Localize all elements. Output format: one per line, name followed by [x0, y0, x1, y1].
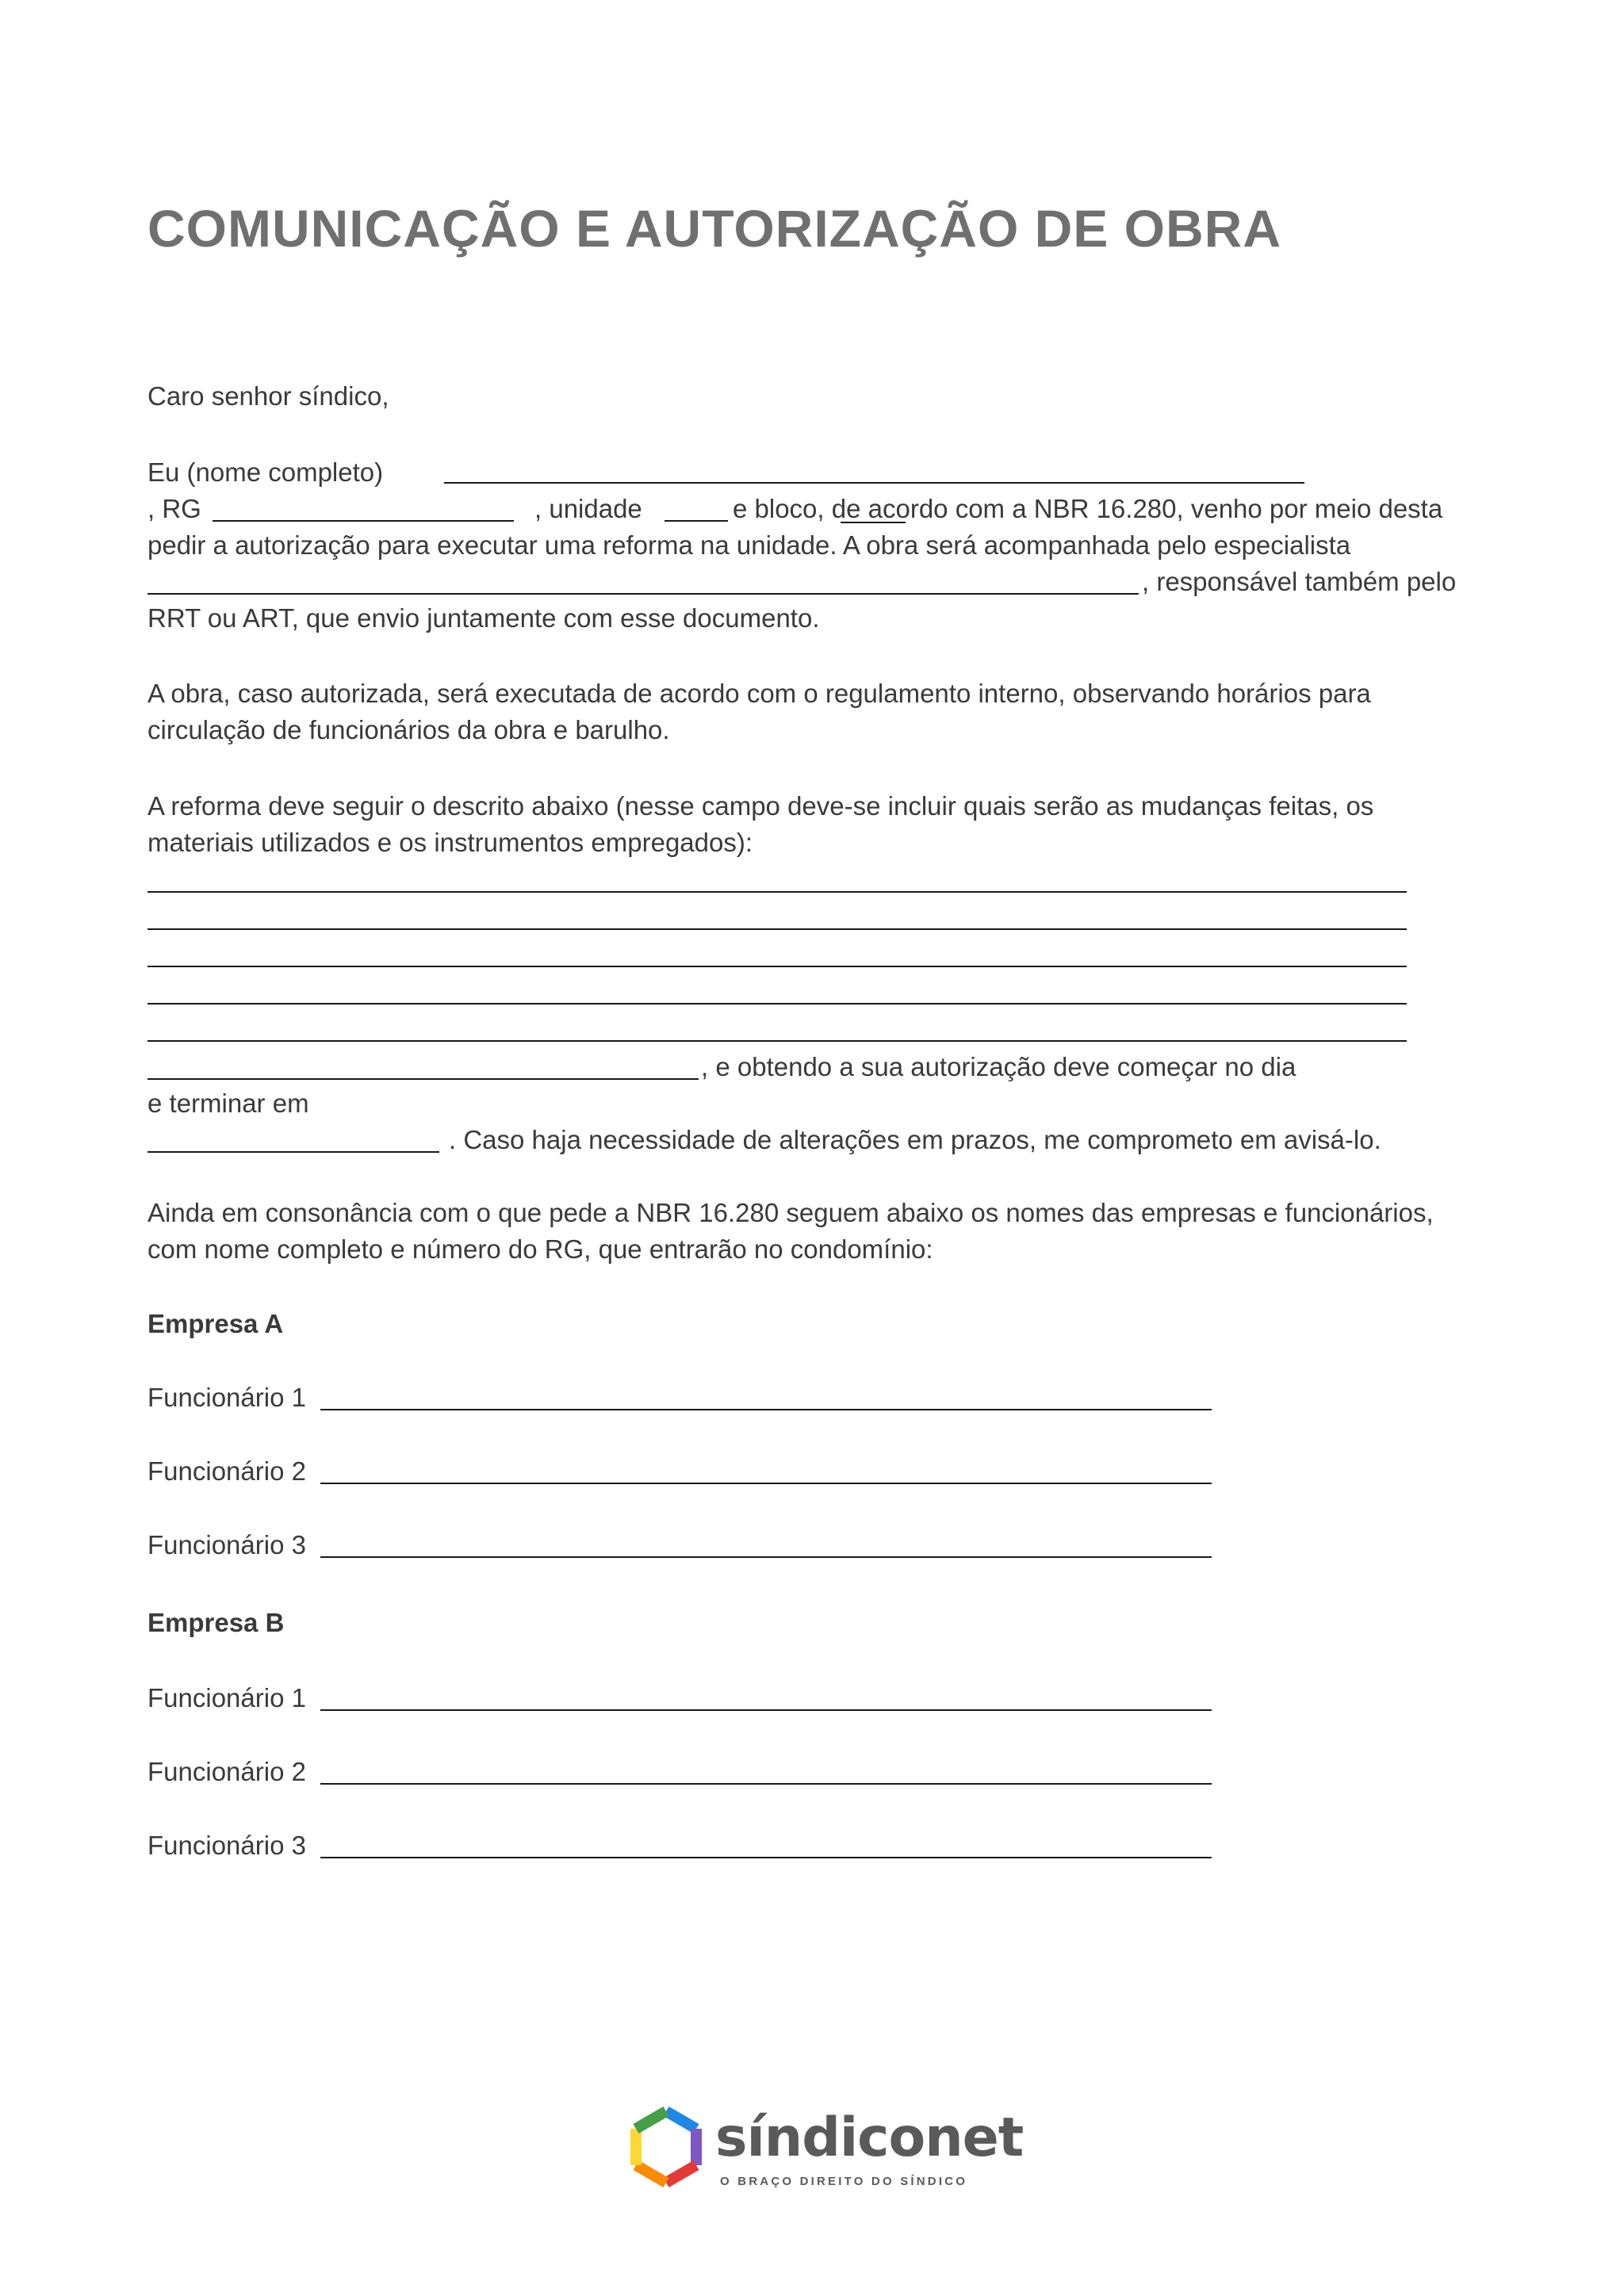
notify-text: . Caso haja necessidade de alterações em prazos, me comprometo em avisá-lo.	[449, 1125, 1381, 1154]
p2-line1: A obra, caso autorizada, será executada de acordo com o regulamento interno, observando horários para	[147, 679, 1371, 708]
company-b-employee-3-label: Funcionário 3	[147, 1831, 306, 1860]
description-line-3[interactable]	[147, 966, 1407, 967]
name-field-line[interactable]	[444, 482, 1304, 484]
company-a-heading: Empresa A	[147, 1309, 284, 1338]
logo-segment-3	[666, 2165, 696, 2183]
p1-line5: RRT ou ART, que envio juntamente com esse documento.	[147, 603, 820, 633]
company-b-employee-2-line[interactable]	[320, 1783, 1212, 1785]
logo-segment-6	[636, 2111, 666, 2129]
specialist-field-line[interactable]	[147, 593, 1139, 595]
company-a-employee-3-label: Funcionário 3	[147, 1530, 306, 1559]
start-date-text: , e obtendo a sua autorização deve começar no dia	[701, 1052, 1297, 1081]
rg-field-line[interactable]	[213, 520, 514, 522]
greeting: Caro senhor síndico,	[147, 381, 389, 411]
logo-wordmark: síndiconet	[715, 2107, 1024, 2169]
sindiconet-logo	[626, 2105, 1024, 2200]
name-label: Eu (nome completo)	[147, 457, 384, 487]
company-a-employee-1-line[interactable]	[320, 1409, 1212, 1410]
company-a-employee-2-label: Funcionário 2	[147, 1456, 306, 1486]
logo-tagline: O BRAÇO DIREITO DO SÍNDICO	[720, 2175, 968, 2188]
description-line-2[interactable]	[147, 928, 1407, 930]
end-date-field-line[interactable]	[147, 1151, 439, 1153]
company-b-employee-1-label: Funcionário 1	[147, 1683, 306, 1712]
responsible-text: , responsável também pelo	[1142, 567, 1457, 596]
company-b-employee-1-line[interactable]	[320, 1709, 1212, 1711]
description-line-1[interactable]	[147, 891, 1407, 893]
unit-label: , unidade	[534, 494, 642, 523]
company-b-employee-2-label: Funcionário 2	[147, 1757, 306, 1786]
bloco-field-line[interactable]	[841, 522, 906, 523]
p1-line3: pedir a autorização para executar uma reforma na unidade. A obra será acompanhada pelo especialista	[147, 530, 1351, 560]
company-a-employee-2-line[interactable]	[320, 1483, 1212, 1484]
hexagon-logo-icon	[626, 2105, 706, 2192]
company-a-employee-1-label: Funcionário 1	[147, 1383, 306, 1412]
company-a-employee-3-line[interactable]	[320, 1556, 1212, 1558]
company-b-employee-3-line[interactable]	[320, 1857, 1212, 1858]
bloco-text: e bloco, de acordo com a NBR 16.280, venho por meio desta	[733, 494, 1443, 523]
p3-line2: materiais utilizados e os instrumentos empregados):	[147, 828, 753, 857]
rg-label: , RG	[147, 494, 201, 523]
description-line-6[interactable]	[147, 1078, 699, 1080]
logo-segment-1	[666, 2111, 696, 2129]
p3-line1: A reforma deve seguir o descrito abaixo (nesse campo deve-se incluir quais serão as mudanças feitas, os	[147, 791, 1374, 821]
logo-segment-4	[636, 2165, 666, 2183]
p4-line1: Ainda em consonância com o que pede a NBR 16.280 seguem abaixo os nomes das empresas e funcionários,	[147, 1198, 1434, 1227]
document-title: COMUNICAÇÃO E AUTORIZAÇÃO DE OBRA	[147, 199, 1281, 258]
p2-line2: circulação de funcionários da obra e barulho.	[147, 715, 670, 744]
p4-line2: com nome completo e número do RG, que entrarão no condomínio:	[147, 1234, 933, 1264]
end-date-text: e terminar em	[147, 1089, 309, 1118]
unit-field-line[interactable]	[665, 520, 728, 522]
description-line-5[interactable]	[147, 1040, 1407, 1042]
description-line-4[interactable]	[147, 1003, 1407, 1004]
company-b-heading: Empresa B	[147, 1608, 285, 1637]
